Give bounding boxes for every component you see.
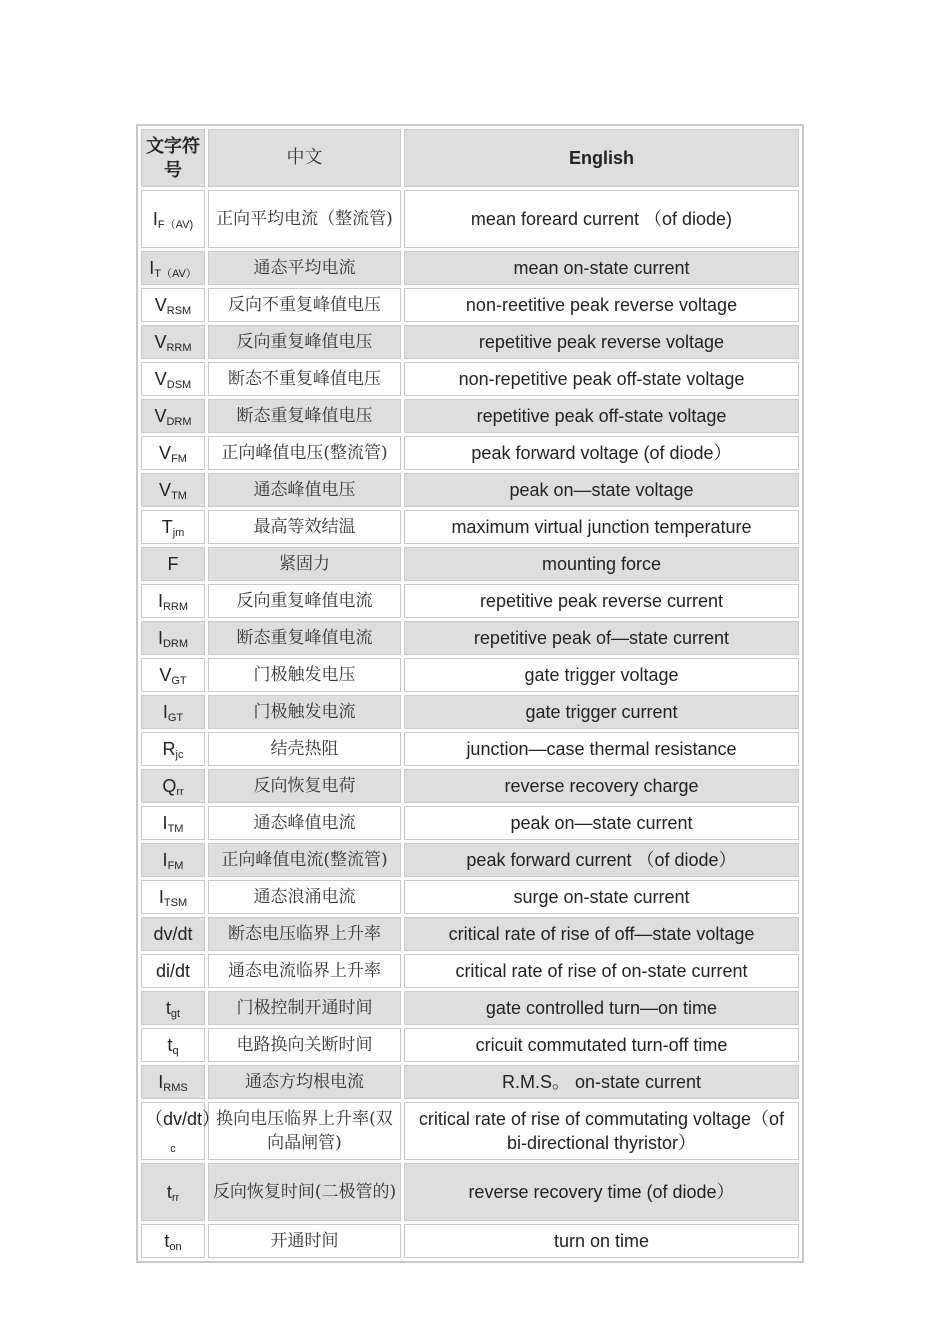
symbol-subscript: GT — [171, 675, 187, 687]
symbol-cell — [141, 362, 205, 396]
english-term-cell: gate trigger current — [404, 695, 799, 729]
english-term-cell: repetitive peak of—state current — [404, 621, 799, 655]
symbol-text: V — [159, 480, 172, 500]
symbol-text: V — [154, 369, 167, 389]
symbol-subscript: on — [169, 1241, 182, 1253]
symbol-subscript: rr — [176, 786, 184, 798]
symbol-text: t — [167, 1035, 173, 1055]
symbol-cell — [141, 510, 205, 544]
table-row — [141, 473, 799, 507]
table-row — [141, 658, 799, 692]
chinese-term-cell: 反向重复峰值电压 — [208, 325, 401, 359]
symbol-cell — [141, 1224, 205, 1258]
chinese-term-cell: 门极触发电流 — [208, 695, 401, 729]
symbol-cell — [141, 547, 205, 581]
symbol-cell — [141, 917, 205, 951]
table-row — [141, 584, 799, 618]
chinese-term-cell: 通态峰值电流 — [208, 806, 401, 840]
symbol-text: I — [149, 258, 155, 278]
chinese-term-cell: 正向峰值电流(整流管) — [208, 843, 401, 877]
symbol-subscript: F（AV) — [157, 219, 194, 231]
table-row — [141, 1065, 799, 1099]
table-row — [141, 1163, 799, 1221]
chinese-term-cell: 通态方均根电流 — [208, 1065, 401, 1099]
english-term-cell: non-reetitive peak reverse voltage — [404, 288, 799, 322]
symbol-cell — [141, 695, 205, 729]
symbol-subscript: q — [172, 1045, 179, 1057]
chinese-term-cell: 门极触发电压 — [208, 658, 401, 692]
symbol-text: Q — [162, 776, 177, 796]
table-row — [141, 399, 799, 433]
chinese-term-cell: 通态电流临界上升率 — [208, 954, 401, 988]
chinese-term-cell: 电路换向关断时间 — [208, 1028, 401, 1062]
table-row — [141, 732, 799, 766]
table-row — [141, 251, 799, 285]
table-row — [141, 806, 799, 840]
symbol-cell — [141, 251, 205, 285]
english-term-cell: repetitive peak reverse current — [404, 584, 799, 618]
english-term-cell: R.M.S。 on-state current — [404, 1065, 799, 1099]
symbol-cell — [141, 806, 205, 840]
symbol-subscript: DRM — [166, 416, 192, 428]
table-row — [141, 1028, 799, 1062]
table-row — [141, 1102, 799, 1160]
symbol-text: I — [157, 591, 163, 611]
symbol-subscript: RRM — [162, 601, 189, 613]
chinese-term-cell: 紧固力 — [208, 547, 401, 581]
chinese-term-cell: 通态浪涌电流 — [208, 880, 401, 914]
symbol-text: R — [162, 739, 176, 759]
symbol-cell — [141, 732, 205, 766]
symbol-text: V — [159, 665, 172, 685]
table-row — [141, 695, 799, 729]
symbol-text: I — [162, 813, 168, 833]
symbol-cell — [141, 473, 205, 507]
glossary-grid — [138, 126, 802, 1261]
symbol-cell — [141, 288, 205, 322]
english-term-cell: reverse recovery time (of diode） — [404, 1163, 799, 1221]
table-row — [141, 547, 799, 581]
table-row — [141, 843, 799, 877]
symbol-text: V — [154, 406, 167, 426]
chinese-term-cell: 开通时间 — [208, 1224, 401, 1258]
chinese-term-cell: 反向恢复电荷 — [208, 769, 401, 803]
english-term-cell: maximum virtual junction temperature — [404, 510, 799, 544]
table-row — [141, 190, 799, 248]
symbol-subscript: TSM — [163, 897, 188, 909]
symbol-cell — [141, 1028, 205, 1062]
chinese-term-cell: 正向平均电流（整流管) — [208, 190, 401, 248]
symbol-subscript: DSM — [166, 379, 192, 391]
chinese-term-cell: 断态重复峰值电流 — [208, 621, 401, 655]
symbol-subscript: RMS — [163, 1082, 188, 1094]
symbol-cell — [141, 991, 205, 1025]
english-term-cell: critical rate of rise of on-state current — [404, 954, 799, 988]
chinese-term-cell: 反向恢复时间(二极管的) — [208, 1163, 401, 1221]
english-term-cell: surge on-state current — [404, 880, 799, 914]
table-row — [141, 621, 799, 655]
chinese-term-cell: 最高等效结温 — [208, 510, 401, 544]
symbol-text: F — [167, 554, 179, 574]
english-term-cell: critical rate of rise of commutating voltage（of bi-directional thyristor） — [404, 1102, 799, 1160]
english-term-cell: mean on-state current — [404, 251, 799, 285]
table-row — [141, 769, 799, 803]
symbol-text: I — [158, 887, 164, 907]
table-row — [141, 917, 799, 951]
chinese-term-cell: 门极控制开通时间 — [208, 991, 401, 1025]
chinese-term-cell: 通态平均电流 — [208, 251, 401, 285]
symbol-cell — [141, 190, 205, 248]
chinese-term-cell: 通态峰值电压 — [208, 473, 401, 507]
chinese-term-cell: 反向重复峰值电流 — [208, 584, 401, 618]
symbol-cell — [141, 658, 205, 692]
symbol-text: I — [152, 209, 158, 229]
english-term-cell: gate trigger voltage — [404, 658, 799, 692]
symbol-subscript: RRM — [166, 342, 192, 354]
english-term-cell: mounting force — [404, 547, 799, 581]
symbol-cell — [141, 325, 205, 359]
symbol-text: I — [162, 702, 168, 722]
symbol-text: V — [154, 295, 167, 315]
symbol-subscript: DRM — [162, 638, 189, 650]
symbol-text: T — [161, 517, 173, 537]
english-term-cell: peak forward current （of diode） — [404, 843, 799, 877]
symbol-text: t — [165, 998, 171, 1018]
table-row — [141, 991, 799, 1025]
symbol-subscript: gt — [170, 1008, 181, 1020]
table-row — [141, 1224, 799, 1258]
table-row — [141, 436, 799, 470]
header-chinese: 中文 — [208, 129, 401, 187]
symbol-text: V — [159, 443, 172, 463]
chinese-term-cell: 断态电压临界上升率 — [208, 917, 401, 951]
english-term-cell: non-repetitive peak off-state voltage — [404, 362, 799, 396]
glossary-table — [136, 124, 804, 1263]
symbol-cell — [141, 621, 205, 655]
symbol-text: V — [154, 332, 167, 352]
symbol-text: I — [162, 850, 168, 870]
chinese-term-cell: 断态不重复峰值电压 — [208, 362, 401, 396]
symbol-cell — [141, 880, 205, 914]
symbol-cell — [141, 843, 205, 877]
symbol-subscript: TM — [167, 823, 184, 835]
chinese-term-cell: 反向不重复峰值电压 — [208, 288, 401, 322]
symbol-cell — [141, 436, 205, 470]
symbol-subscript: T（AV） — [154, 268, 197, 280]
english-term-cell: peak on—state voltage — [404, 473, 799, 507]
symbol-text: t — [164, 1231, 170, 1251]
symbol-text: I — [158, 1072, 164, 1092]
table-row — [141, 510, 799, 544]
symbol-subscript: FM — [171, 453, 187, 465]
symbol-subscript: GT — [167, 712, 184, 724]
english-term-cell: repetitive peak off-state voltage — [404, 399, 799, 433]
symbol-cell — [141, 1163, 205, 1221]
symbol-cell — [141, 1102, 221, 1160]
english-term-cell: cricuit commutated turn-off time — [404, 1028, 799, 1062]
table-row — [141, 325, 799, 359]
english-term-cell: critical rate of rise of off—state voltage — [404, 917, 799, 951]
table-row — [141, 954, 799, 988]
symbol-cell — [141, 1065, 205, 1099]
symbol-subscript: FM — [167, 860, 184, 872]
english-term-cell: turn on time — [404, 1224, 799, 1258]
symbol-text: di/dt — [155, 961, 191, 981]
table-row — [141, 880, 799, 914]
symbol-cell — [141, 954, 205, 988]
symbol-text: dv/dt — [153, 924, 193, 944]
symbol-subscript: jm — [172, 527, 185, 539]
header-symbol: 文字符号 — [141, 129, 205, 187]
chinese-term-cell: 断态重复峰值电压 — [208, 399, 401, 433]
symbol-subscript: c — [170, 1143, 176, 1155]
table-header-row — [141, 129, 799, 187]
english-term-cell: junction—case thermal resistance — [404, 732, 799, 766]
symbol-subscript: RSM — [166, 305, 192, 317]
table-row — [141, 362, 799, 396]
symbol-subscript: jc — [175, 749, 184, 761]
chinese-term-cell: 正向峰值电压(整流管) — [208, 436, 401, 470]
symbol-cell — [141, 399, 205, 433]
symbol-text: I — [157, 628, 163, 648]
symbol-text: （dv/dt） — [145, 1109, 221, 1129]
english-term-cell: repetitive peak reverse voltage — [404, 325, 799, 359]
table-body — [141, 129, 799, 1258]
english-term-cell: peak on—state current — [404, 806, 799, 840]
header-english: English — [404, 129, 799, 187]
table-row — [141, 288, 799, 322]
symbol-text: t — [166, 1182, 172, 1202]
chinese-term-cell: 换向电压临界上升率(双向晶闸管) — [208, 1102, 401, 1160]
symbol-cell — [141, 769, 205, 803]
english-term-cell: gate controlled turn—on time — [404, 991, 799, 1025]
symbol-subscript: rr — [171, 1192, 180, 1204]
chinese-term-cell: 结壳热阻 — [208, 732, 401, 766]
symbol-cell — [141, 584, 205, 618]
english-term-cell: mean foreard current （of diode) — [404, 190, 799, 248]
english-term-cell: reverse recovery charge — [404, 769, 799, 803]
symbol-subscript: TM — [171, 490, 187, 502]
english-term-cell: peak forward voltage (of diode） — [404, 436, 799, 470]
